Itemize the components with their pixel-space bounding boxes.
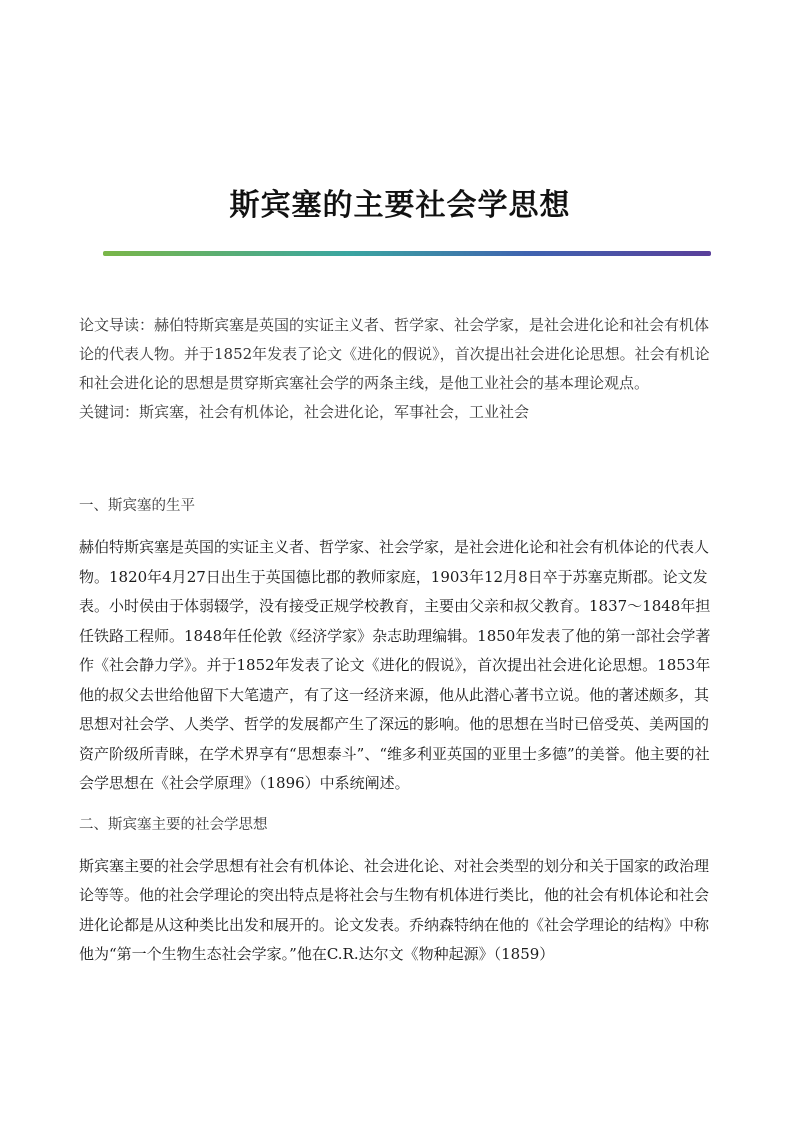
section-body-1: 赫伯特斯宾塞是英国的实证主义者、哲学家、社会学家，是社会进化论和社会有机体论的代表人物。1820年4月27日出生于英国德比郡的教师家庭，1903年12月8日卒于苏塞克斯郡。论文发表。小时侯由于体弱辍学，没有接受正规学校教育，主要由父亲和叔父教育。1837～1848年担任铁路工程师。1848年任伦敦《经济学家》杂志助理编辑。1850年发表了他的第一部社会学著作《社会静力学》。并于1852年发表了论文《进化的假说》，首次提出社会进化论思想。1853年他的叔父去世给他留下大笔遗产，有了这一经济来源，他从此潜心著书立说。他的著述颇多，其思想对社会学、人类学、哲学的发展都产生了深远的影响。他的思想在当时已倍受英、美两国的资产阶级所青睐，在学术界享有“思想泰斗”、“维多利亚英国的亚里士多德”的美誉。他主要的社会学思想在《社会学原理》（1896）中系统阐述。 (79, 538, 711, 792)
spacer (79, 840, 721, 852)
page-title: 斯宾塞的主要社会学思想 (229, 188, 571, 224)
section-heading-1: 一、斯宾塞的生平 (79, 498, 195, 514)
spacer (79, 427, 721, 492)
spacer (79, 521, 721, 533)
section-heading-2: 二、斯宾塞主要的社会学思想 (79, 816, 268, 833)
spacer (79, 799, 721, 811)
title-divider (103, 251, 711, 256)
document-content (79, 311, 721, 970)
keywords-line: 关键词：斯宾塞，社会有机体论，社会进化论，军事社会，工业社会 (79, 403, 530, 421)
section-body-2: 斯宾塞主要的社会学思想有社会有机体论、社会进化论、对社会类型的划分和关于国家的政治理论等等。他的社会学理论的突出特点是将社会与生物有机体进行类比，他的社会有机体论和社会进化论都是从这种类比出发和展开的。论文发表。乔纳森特纳在他的《社会学理论的结构》中称他为“第一个生物生态社会学家。”他在C.R.达尔文《物种起源》（1859） (79, 856, 710, 963)
abstract-paragraph: 论文导读：赫伯特斯宾塞是英国的实证主义者、哲学家、社会学家，是社会进化论和社会有机体论的代表人物。并于1852年发表了论文《进化的假说》，首次提出社会进化论思想。社会有机论和社会进化论的思想是贯穿斯宾塞社会学的两条主线，是他工业社会的基本理论观点。 (79, 316, 710, 392)
